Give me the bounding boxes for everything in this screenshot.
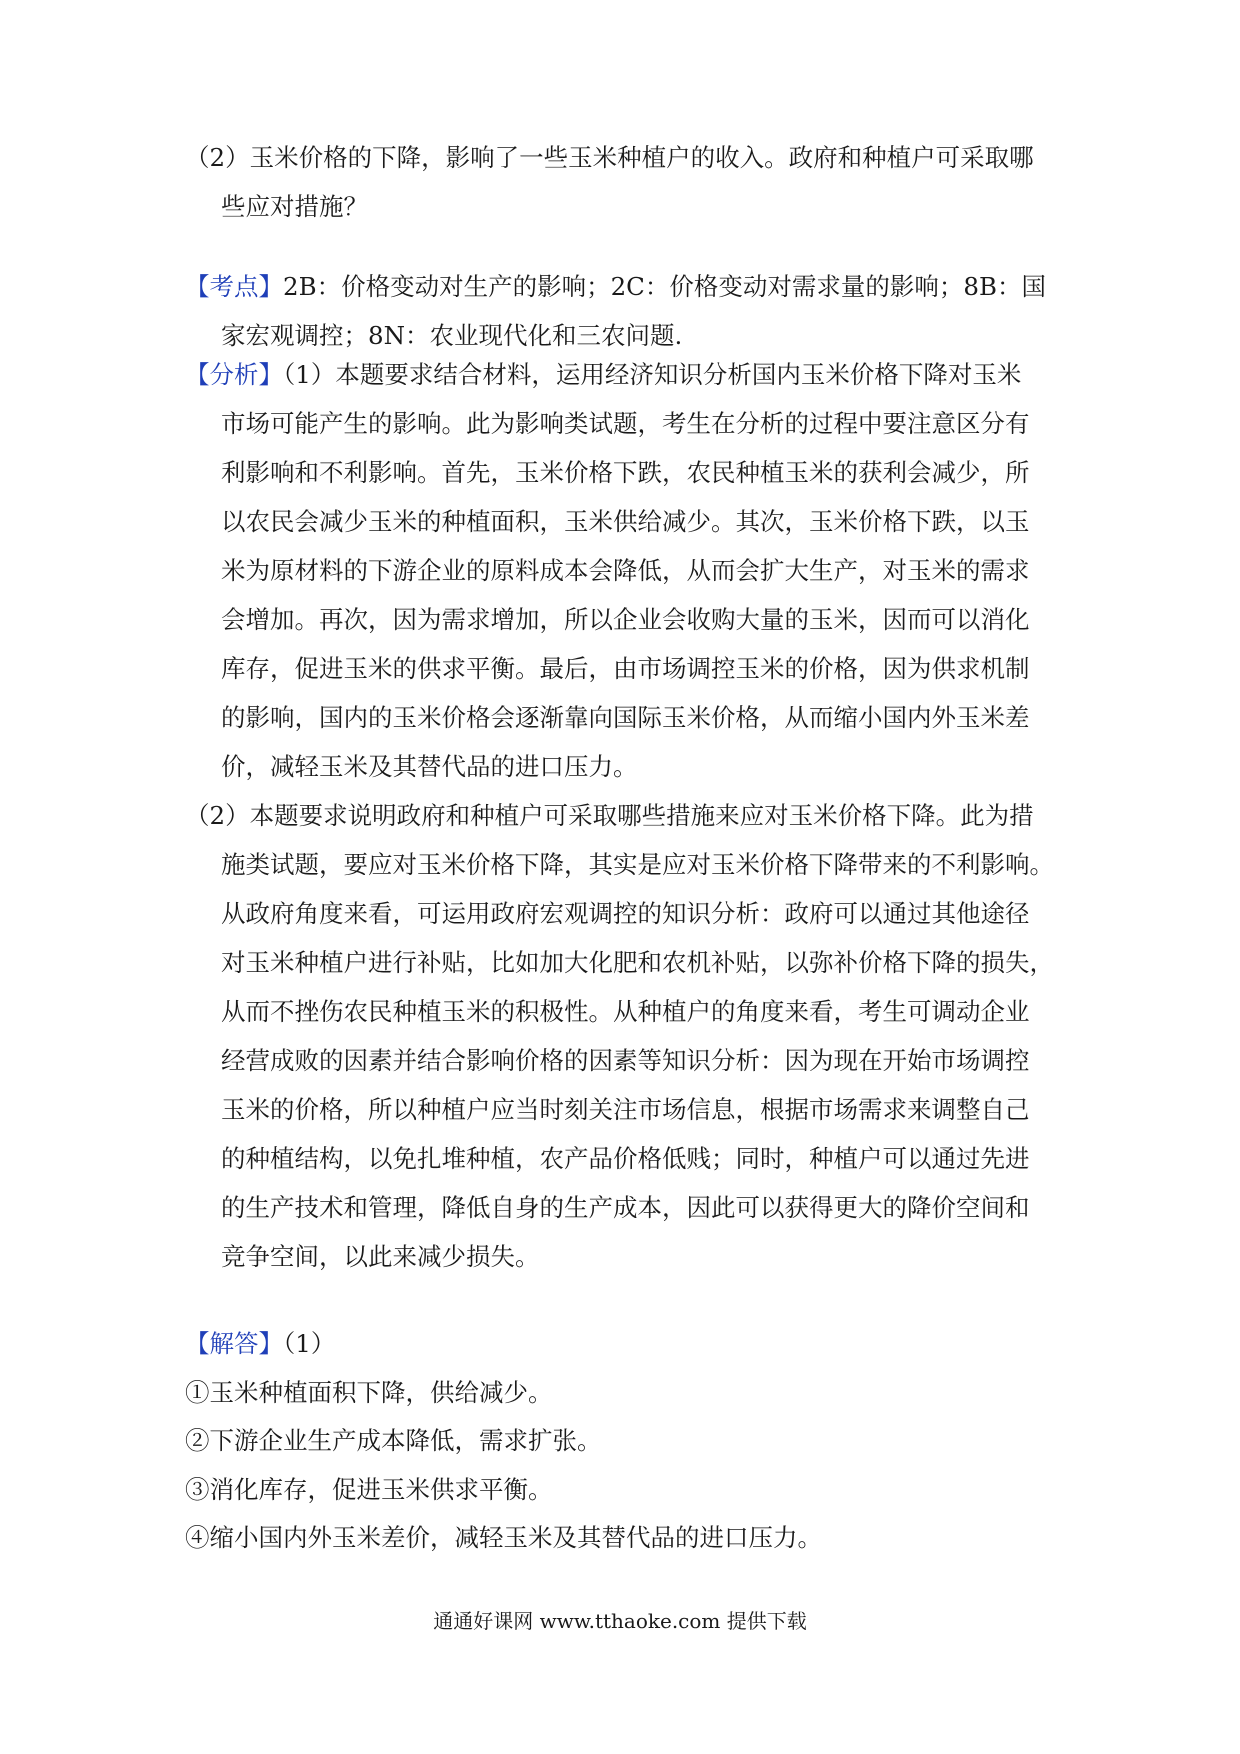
fenxi-tag: 【分析】 (185, 360, 283, 389)
fenxi-part2-line-4: 对玉米种植户进行补贴，比如加大化肥和农机补贴，以弥补价格下降的损失， (221, 948, 1054, 977)
fenxi-part2-line-10: 竞争空间，以此来减少损失。 (221, 1242, 540, 1271)
kaodian-section (185, 262, 1060, 360)
fenxi-part2-line-3: 从政府角度来看，可运用政府宏观调控的知识分析：政府可以通过其他途径 (221, 899, 1030, 928)
fenxi-section (185, 350, 1060, 1281)
fenxi-part2-line-2: 施类试题，要应对玉米价格下降，其实是应对玉米价格下降带来的不利影响。 (221, 850, 1054, 879)
fenxi-line-7: 库存，促进玉米的供求平衡。最后，由市场调控玉米的价格，因为供求机制 (221, 654, 1030, 683)
jieda-item-3: ③消化库存，促进玉米供求平衡。 (185, 1475, 553, 1504)
fenxi-part2-line-1: （2）本题要求说明政府和种植户可采取哪些措施来应对玉米价格下降。此为措 (185, 801, 1034, 830)
fenxi-text-1: （1）本题要求结合材料，运用经济知识分析国内玉米价格下降对玉米 (283, 360, 1022, 389)
question-2-line-1: （2）玉米价格的下降，影响了一些玉米种植户的收入。政府和种植户可采取哪 (185, 143, 1034, 172)
fenxi-line-2: 市场可能产生的影响。此为影响类试题，考生在分析的过程中要注意区分有 (221, 409, 1030, 438)
fenxi-part2-line-8: 的种植结构，以免扎堆种植，农产品价格低贱；同时，种植户可以通过先进 (221, 1144, 1030, 1173)
kaodian-tag: 【考点】 (185, 272, 283, 301)
fenxi-line-9: 价，减轻玉米及其替代品的进口压力。 (221, 752, 638, 781)
jieda-part-label: （1） (283, 1329, 336, 1358)
jieda-heading (185, 1325, 335, 1360)
fenxi-line-8: 的影响，国内的玉米价格会逐渐靠向国际玉米价格，从而缩小国内外玉米差 (221, 703, 1030, 732)
fenxi-line-5: 米为原材料的下游企业的原料成本会降低，从而会扩大生产，对玉米的需求 (221, 556, 1030, 585)
question-2 (185, 133, 1060, 231)
kaodian-line-2: 家宏观调控；8N：农业现代化和三农问题. (221, 321, 683, 350)
fenxi-line-6: 会增加。再次，因为需求增加，所以企业会收购大量的玉米，因而可以消化 (221, 605, 1030, 634)
jieda-item-2: ②下游企业生产成本降低，需求扩张。 (185, 1426, 602, 1455)
jieda-tag: 【解答】 (185, 1329, 283, 1358)
fenxi-line-4: 以农民会减少玉米的种植面积，玉米供给减少。其次，玉米价格下跌，以玉 (221, 507, 1030, 536)
fenxi-part2-line-9: 的生产技术和管理，降低自身的生产成本，因此可以获得更大的降价空间和 (221, 1193, 1030, 1222)
jieda-item-4: ④缩小国内外玉米差价，减轻玉米及其替代品的进口压力。 (185, 1523, 822, 1552)
page-footer: 通通好课网 www.tthaoke.com 提供下载 (433, 1609, 807, 1633)
fenxi-line-1 (185, 350, 1060, 399)
fenxi-line-3: 利影响和不利影响。首先，玉米价格下跌，农民种植玉米的获利会减少，所 (221, 458, 1030, 487)
kaodian-text-1: 2B：价格变动对生产的影响；2C：价格变动对需求量的影响；8B：国 (283, 272, 1047, 301)
kaodian-line-1 (185, 262, 1060, 311)
fenxi-part2-line-7: 玉米的价格，所以种植户应当时刻关注市场信息，根据市场需求来调整自己 (221, 1095, 1030, 1124)
question-2-line-2: 些应对措施？ (221, 192, 368, 221)
fenxi-part2-line-5: 从而不挫伤农民种植玉米的积极性。从种植户的角度来看，考生可调动企业 (221, 997, 1030, 1026)
jieda-item-1: ①玉米种植面积下降，供给减少。 (185, 1378, 553, 1407)
fenxi-part2-line-6: 经营成败的因素并结合影响价格的因素等知识分析：因为现在开始市场调控 (221, 1046, 1030, 1075)
